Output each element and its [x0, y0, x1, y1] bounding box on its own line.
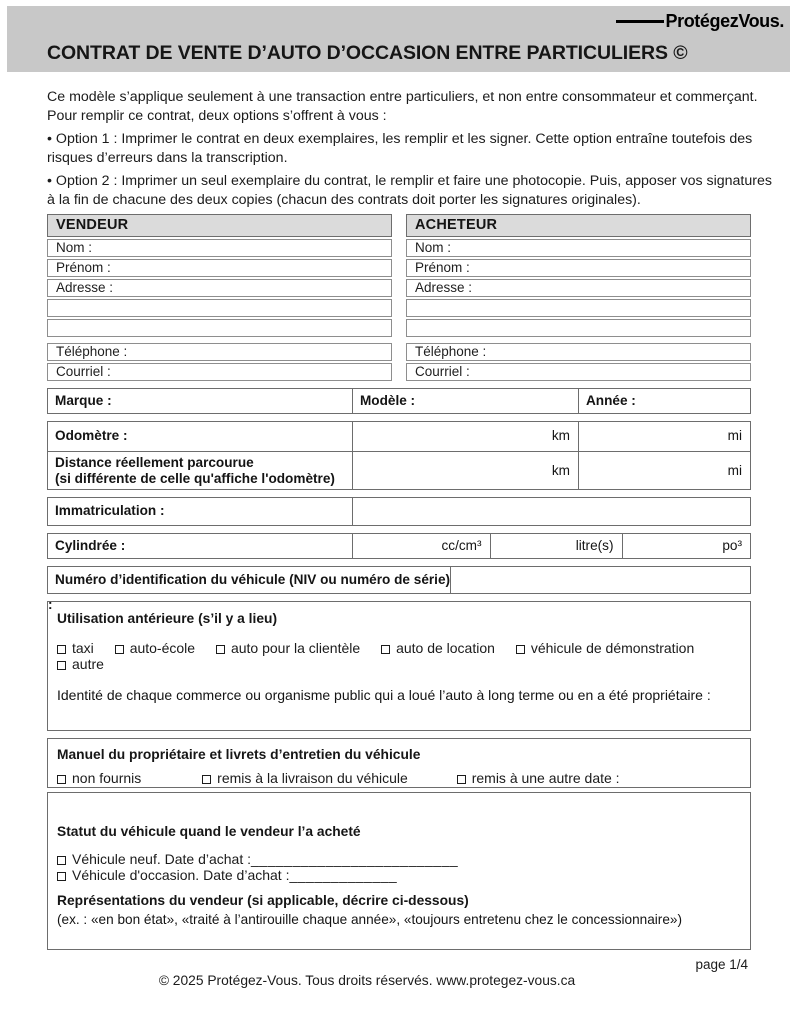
immatriculation-label-cell	[48, 498, 352, 525]
marque-label: Marque :	[55, 393, 112, 408]
logo-text: ProtégezVous.	[665, 11, 784, 31]
parties-section	[47, 214, 751, 381]
immatriculation-label: Immatriculation :	[55, 503, 165, 518]
form-content	[47, 88, 772, 950]
immatriculation-field[interactable]	[352, 498, 750, 525]
annee-label: Année :	[585, 393, 636, 408]
vendeur-row-adresse-2[interactable]	[47, 299, 392, 317]
odometre-label: Odomètre :	[55, 428, 128, 443]
page-number: page 1/4	[695, 957, 748, 972]
vendeur-row-telephone[interactable]	[47, 343, 392, 361]
checkbox-remis-autre-date-label: remis à une autre date :	[471, 770, 620, 786]
checkbox-remis-livraison[interactable]	[202, 770, 408, 786]
niv-table	[47, 566, 751, 612]
odometre-mi-field[interactable]	[578, 422, 750, 451]
intro-option-2: • Option 2 : Imprimer un seul exemplaire du contrat, le remplir et faire une photocopie. Puis, apposer vos signatures à la fin de chacune des deux copies (chacun des contrats doit porter les signatures originales).	[47, 173, 772, 208]
checkbox-square-icon[interactable]	[57, 645, 66, 654]
distance-mi-field[interactable]	[578, 452, 750, 489]
acheteur-row-adresse[interactable]	[406, 279, 751, 297]
checkbox-square-icon[interactable]	[57, 872, 66, 881]
vendeur-label-nom: Nom :	[56, 240, 93, 255]
vendeur-row-prenom[interactable]	[47, 259, 392, 277]
distance-km-field[interactable]	[352, 452, 578, 489]
statut-title: Statut du véhicule quand le vendeur l’a acheté	[57, 824, 361, 839]
vendeur-label-courriel: Courriel :	[56, 364, 111, 379]
marque-modele-annee-table	[47, 388, 751, 414]
date-achat-neuf-blank[interactable]: _________________________	[251, 851, 459, 867]
checkbox-square-icon[interactable]	[57, 661, 66, 670]
checkbox-square-icon[interactable]	[381, 645, 390, 654]
checkbox-square-icon[interactable]	[216, 645, 225, 654]
marque-field[interactable]	[48, 389, 352, 413]
distance-mi-unit: mi	[727, 463, 742, 478]
acheteur-label-prenom: Prénom :	[415, 260, 470, 275]
vendeur-row-courriel[interactable]	[47, 363, 392, 381]
cylindree-cc-unit: cc/cm³	[441, 538, 482, 553]
checkbox-vehicule-neuf[interactable]	[57, 851, 459, 867]
statut-section	[47, 792, 751, 950]
checkbox-square-icon[interactable]	[57, 775, 66, 784]
checkbox-autre[interactable]	[57, 656, 104, 672]
acheteur-table	[406, 214, 751, 381]
modele-label: Modèle :	[359, 393, 416, 408]
identite-field[interactable]: Identité de chaque commerce ou organisme public qui a loué l’auto à long terme ou en a été propriétaire :	[57, 687, 711, 703]
vendeur-row-adresse-3[interactable]	[47, 319, 392, 337]
niv-label-cell	[48, 567, 451, 612]
cylindree-label: Cylindrée :	[55, 538, 126, 553]
acheteur-row-adresse-3[interactable]	[406, 319, 751, 337]
checkbox-auto-location-label: auto de location	[396, 640, 495, 656]
checkbox-square-icon[interactable]	[516, 645, 525, 654]
logo-dash-icon	[616, 20, 664, 23]
date-achat-occasion-blank[interactable]: _____________	[289, 867, 398, 883]
checkbox-remis-autre-date[interactable]	[457, 770, 620, 786]
annee-field[interactable]	[578, 389, 750, 413]
acheteur-row-prenom[interactable]	[406, 259, 751, 277]
checkbox-taxi-label: taxi	[72, 640, 94, 656]
odometre-label-cell	[48, 422, 352, 451]
checkbox-taxi[interactable]	[57, 640, 94, 656]
odometre-km-field[interactable]	[352, 422, 578, 451]
vendeur-row-nom[interactable]	[47, 239, 392, 257]
checkbox-auto-location[interactable]	[381, 640, 495, 656]
representations-title: Représentations du vendeur (si applicable, décrire ci-dessous)	[57, 893, 469, 908]
utilisation-checkbox-row	[57, 640, 741, 672]
checkbox-non-fournis-label: non fournis	[72, 770, 142, 786]
checkbox-auto-clientele-label: auto pour la clientèle	[230, 640, 361, 656]
odometre-mi-unit: mi	[727, 428, 742, 443]
distance-km-unit: km	[551, 463, 570, 478]
checkbox-auto-ecole[interactable]	[115, 640, 195, 656]
odometre-table	[47, 421, 751, 490]
acheteur-header: ACHETEUR	[406, 214, 751, 237]
header-band	[7, 6, 790, 72]
intro-option-1: • Option 1 : Imprimer le contrat en deux exemplaires, les remplir et les signer. Cette option entraîne toutefois des risques d’erreurs dans la transcription.	[47, 131, 753, 166]
checkbox-autre-label: autre	[72, 656, 104, 672]
niv-label: Numéro d’identification du véhicule (NIV ou numéro de série) :	[48, 572, 451, 612]
vendeur-table	[47, 214, 392, 381]
cylindree-po-field[interactable]	[622, 534, 751, 558]
representations-hint: (ex. : «en bon état», «traité à l’antirouille chaque année», «toujours entretenu chez le concessionnaire»)	[57, 912, 682, 927]
acheteur-label-courriel: Courriel :	[415, 364, 470, 379]
brand-logo	[616, 11, 785, 32]
cylindree-po-unit: po³	[722, 538, 742, 553]
checkbox-vehicule-demonstration[interactable]	[516, 640, 694, 656]
acheteur-row-adresse-2[interactable]	[406, 299, 751, 317]
vendeur-label-adresse: Adresse :	[56, 280, 114, 295]
checkbox-auto-ecole-label: auto-école	[129, 640, 196, 656]
acheteur-label-adresse: Adresse :	[415, 280, 473, 295]
vendeur-header: VENDEUR	[47, 214, 392, 237]
odometre-km-unit: km	[551, 428, 570, 443]
distance-label-line1: Distance réellement parcourue	[55, 455, 254, 470]
checkbox-vehicule-occasion-label: Véhicule d'occasion. Date d’achat :	[72, 867, 290, 883]
cylindree-litre-field[interactable]	[490, 534, 622, 558]
modele-field[interactable]	[352, 389, 578, 413]
checkbox-remis-livraison-label: remis à la livraison du véhicule	[217, 770, 408, 786]
acheteur-row-courriel[interactable]	[406, 363, 751, 381]
cylindree-cc-field[interactable]	[352, 534, 490, 558]
utilisation-section	[47, 601, 751, 731]
copyright-line: © 2025 Protégez-Vous. Tous droits réservés. www.protegez-vous.ca	[158, 973, 576, 988]
checkbox-auto-clientele[interactable]	[216, 640, 360, 656]
distance-label-line2: (si différente de celle qu'affiche l'odomètre)	[55, 470, 335, 486]
acheteur-label-nom: Nom :	[415, 240, 452, 255]
checkbox-square-icon[interactable]	[202, 775, 211, 784]
utilisation-title: Utilisation antérieure (s’il y a lieu)	[57, 611, 278, 626]
cylindree-label-cell	[48, 534, 352, 558]
vendeur-row-adresse[interactable]	[47, 279, 392, 297]
page-title: CONTRAT DE VENTE D’AUTO D’OCCASION ENTRE PARTICULIERS ©	[47, 42, 688, 64]
acheteur-label-telephone: Téléphone :	[415, 344, 487, 359]
acheteur-row-nom[interactable]	[406, 239, 751, 257]
checkbox-vehicule-occasion[interactable]	[57, 867, 397, 883]
checkbox-square-icon[interactable]	[457, 775, 466, 784]
vendeur-label-prenom: Prénom :	[56, 260, 111, 275]
cylindree-litre-unit: litre(s)	[575, 538, 614, 553]
checkbox-non-fournis[interactable]	[57, 770, 141, 786]
acheteur-row-telephone[interactable]	[406, 343, 751, 361]
vendeur-label-telephone: Téléphone :	[56, 344, 128, 359]
checkbox-square-icon[interactable]	[57, 856, 66, 865]
statut-checkbox-row	[57, 851, 741, 883]
manuel-section	[47, 738, 751, 788]
checkbox-vehicule-neuf-label: Véhicule neuf. Date d’achat :	[72, 851, 252, 867]
distance-label-cell	[48, 452, 352, 489]
niv-field[interactable]	[450, 567, 750, 593]
manuel-checkbox-row	[57, 770, 741, 786]
immatriculation-table	[47, 497, 751, 526]
checkbox-square-icon[interactable]	[115, 645, 124, 654]
intro-paragraph: Ce modèle s’applique seulement à une transaction entre particuliers, et non entre consommateur et commerçant. Pour remplir ce contrat, deux options s’offrent à vous :	[47, 89, 758, 124]
manuel-title: Manuel du propriétaire et livrets d’entretien du véhicule	[57, 747, 421, 762]
cylindree-table	[47, 533, 751, 559]
checkbox-vehicule-demonstration-label: véhicule de démonstration	[530, 640, 695, 656]
